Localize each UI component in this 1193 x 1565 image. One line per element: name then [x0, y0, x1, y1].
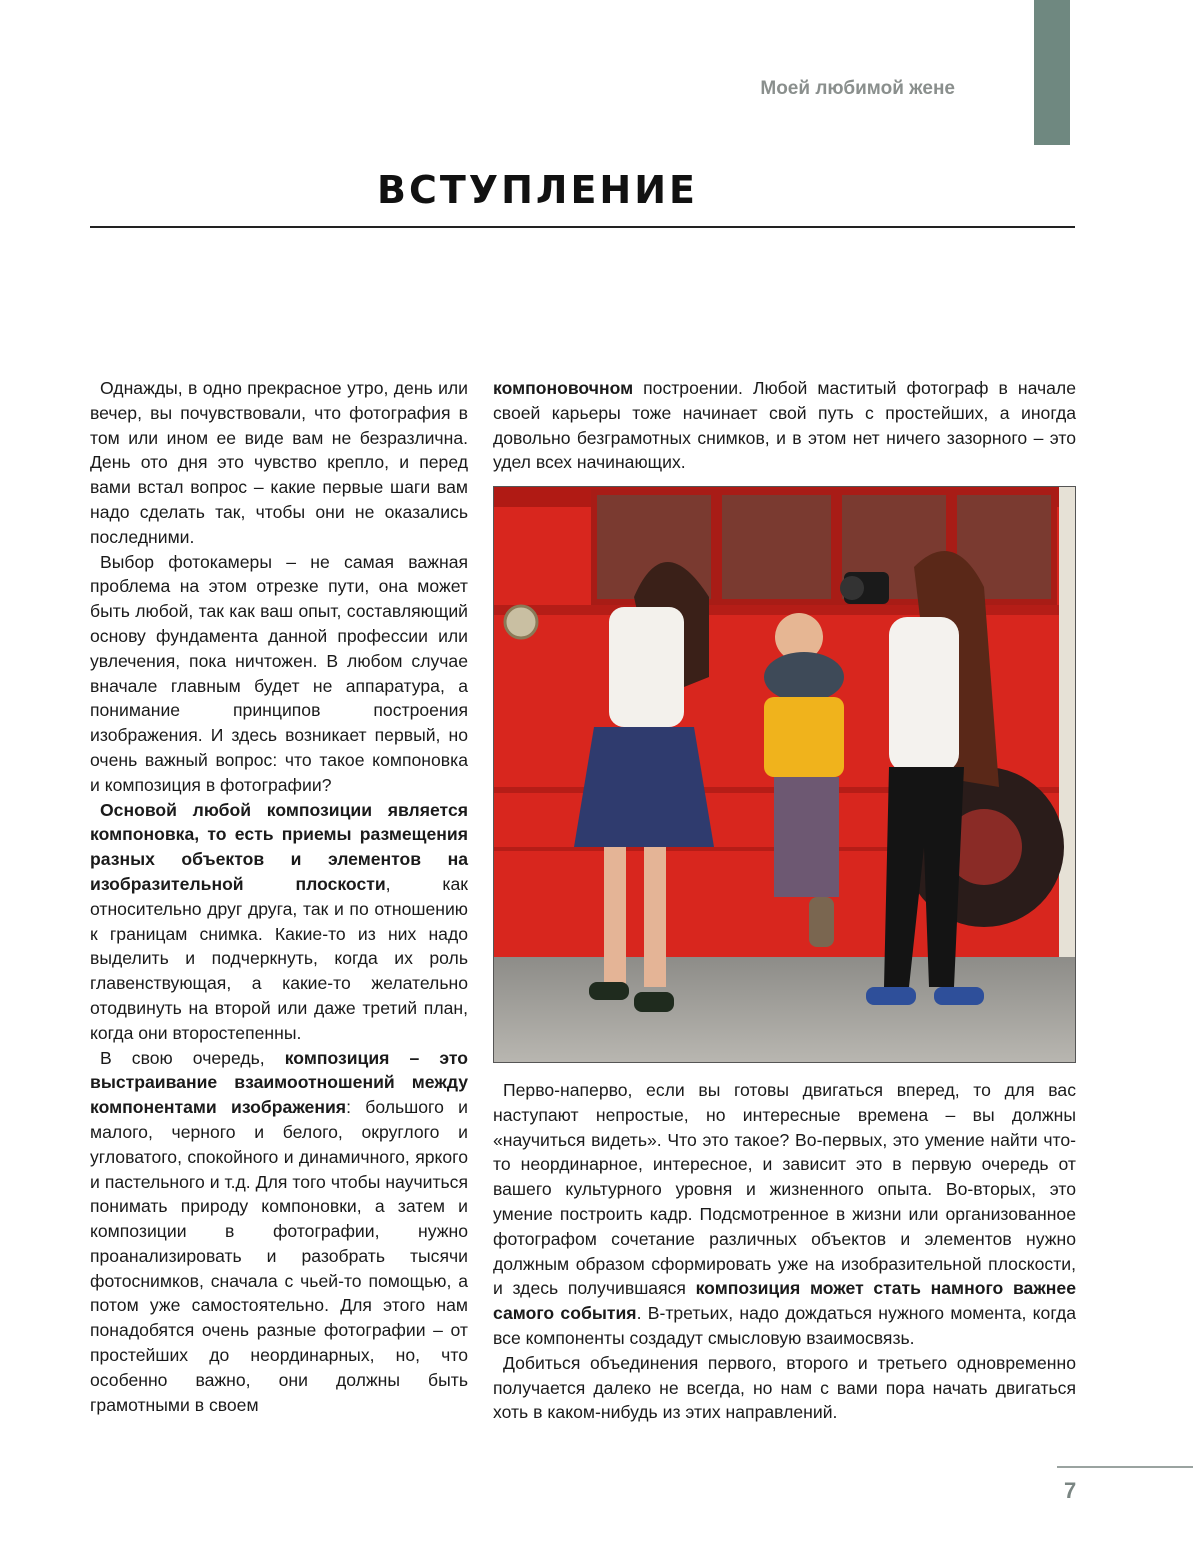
paragraph — [493, 1078, 1076, 1351]
paragraph-continued — [493, 376, 1076, 475]
footer-rule — [1057, 1466, 1193, 1468]
paragraph-text: В свою очередь, — [100, 1047, 285, 1068]
paragraph-text: : большого и малого, черного и белого, округлого и угловатого, спокойного и динамичного, яркого и пастельного и т.д. Для того чтобы научиться понимать природу компоновки, а затем и композиции в фотографии, нужно проанализировать и разобрать тысячи фотоснимков, сначала с чьей-то помощью, а потом уже самостоятельно. Для этого нам понадобятся очень разные фотографии – от простейших до неординарных, но, что особенно важно, они должны быть грамотными в своем — [90, 1097, 468, 1415]
paragraph-text: , как относительно друг друга, так и по отношению к границам снимка. Какие-то из них надо выделить и подчеркнуть, когда их роль главенствующая, а какие-то желательно отодвинуть на второй или даже третий план, когда они второстепенны. — [90, 873, 468, 1043]
paragraph: Однажды, в одно прекрасное утро, день или вечер, вы почувствовали, что фотография в том или ином ее виде вам не безразлична. День ото дня это чувство крепло, и перед вами встал вопрос – какие первые шаги вам надо сделать так, чтобы они не оказались последними. — [90, 378, 468, 547]
paragraph — [90, 798, 468, 1046]
photo-bus-scene — [493, 486, 1076, 1063]
bold-phrase: композиция может стать намного важнее самого события — [493, 1278, 1076, 1324]
paragraph — [90, 1046, 468, 1418]
paragraph-text: построении. Любой маститый фотограф в начале своей карьеры тоже начинает свой путь с простейших, а иногда довольно безграмотных снимков, и в этом нет ничего зазорного – это удел всех начинающих. — [493, 378, 1076, 473]
dedication-text: Моей любимой жене — [760, 78, 955, 99]
paragraph-text: Перво-наперво, если вы готовы двигаться вперед, то для вас наступают непростые, но интересные времена – вы должны «научиться видеть». Что это такое? Во-первых, это умение найти что-то неординарное, интересное, и зависит это в первую очередь от вашего культурного уровня и жизненного опыта. Во-вторых, это умение построить кадр. Подсмотренное в жизни или организованное фотографом сочетание различных объектов и элементов нужно должным образом сформировать уже на изобразительной плоскости, и здесь получившаяся — [493, 1080, 1076, 1299]
bold-phrase: композиция – это выстраивание взаимоотношений между компонентами изображения — [90, 1047, 468, 1118]
paragraph: Добиться объединения первого, второго и третьего одновременно получается далеко не всегда, но нам с вами пора начать двигаться хоть в каком-нибудь из этих направлений. — [493, 1352, 1076, 1423]
bold-phrase: Основой любой композиции является компоновка, то есть приемы размещения разных объектов и элементов на изобразительной плоскости — [90, 799, 468, 894]
chapter-title: ВСТУПЛЕНИЕ — [377, 168, 698, 212]
chapter-side-tab — [1034, 0, 1070, 145]
title-divider — [90, 226, 1075, 228]
page-number: 7 — [1064, 1478, 1077, 1503]
bold-phrase: компоновочном — [493, 378, 634, 398]
left-text-column — [90, 376, 468, 1417]
paragraph: Выбор фотокамеры – не самая важная проблема на этом отрезке пути, она может быть любой, так как ваш опыт, составляющий основу фундамента данной профессии или увлечения, пока ничтожен. В любом случае вначале главным будет не аппаратура, а понимание принципов построения изображения. И здесь возникает первый, но очень важный вопрос: что такое компоновка и композиция в фотографии? — [90, 551, 468, 795]
right-text-column-bottom — [493, 1078, 1076, 1425]
paragraph-text: . В-третьих, надо дождаться нужного момента, когда все компоненты создадут смысловую взаимосвязь. — [493, 1303, 1077, 1348]
right-text-column-top — [493, 376, 1076, 475]
